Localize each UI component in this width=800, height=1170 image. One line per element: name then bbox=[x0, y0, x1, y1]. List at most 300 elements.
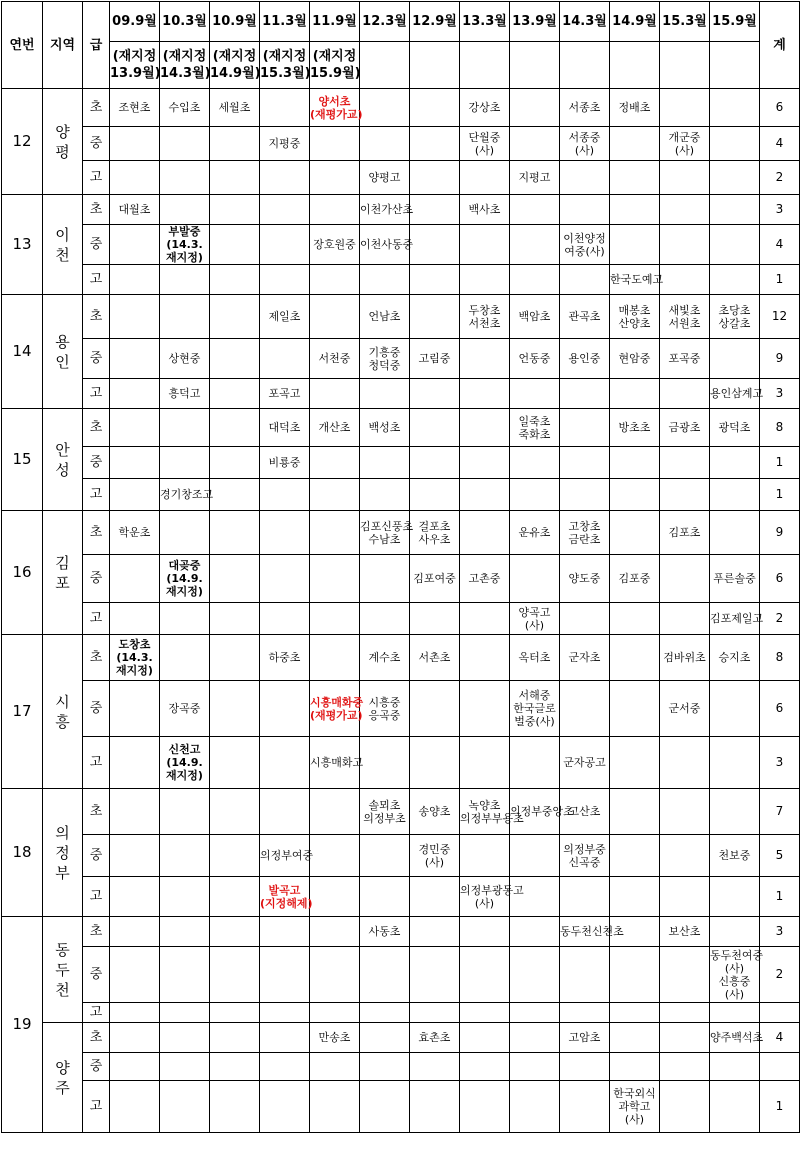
school-cell: 고촌중 bbox=[460, 555, 510, 603]
school-cell bbox=[160, 409, 210, 447]
school-cell bbox=[660, 1081, 710, 1133]
school-cell bbox=[610, 1023, 660, 1053]
school-cell: 언동중 bbox=[510, 339, 560, 379]
school-cell: 의정부광동고 (사) bbox=[460, 877, 510, 917]
school-cell: 두창초 서천초 bbox=[460, 295, 510, 339]
table-row bbox=[2, 789, 800, 835]
school-cell bbox=[210, 681, 260, 737]
school-cell bbox=[210, 339, 260, 379]
school-cell: 한국도예고 bbox=[610, 265, 660, 295]
school-cell: 장호원중 bbox=[310, 225, 360, 265]
header-redesignation bbox=[660, 42, 710, 89]
school-cell: 금광초 bbox=[660, 409, 710, 447]
school-cell bbox=[510, 447, 560, 479]
school-cell bbox=[460, 1003, 510, 1023]
school-cell bbox=[260, 89, 310, 127]
school-cell: 매봉초 산양초 bbox=[610, 295, 660, 339]
school-cell bbox=[260, 1081, 310, 1133]
school-cell bbox=[360, 379, 410, 409]
school-cell: 김포여중 bbox=[410, 555, 460, 603]
seq-cell: 18 bbox=[2, 789, 43, 917]
school-cell bbox=[110, 161, 160, 195]
school-cell bbox=[560, 603, 610, 635]
level-cell: 초 bbox=[83, 89, 110, 127]
header-period: 14.9월 bbox=[610, 2, 660, 42]
header-redesignation: (재지정 14.3월) bbox=[160, 42, 210, 89]
school-cell: 만송초 bbox=[310, 1023, 360, 1053]
school-cell bbox=[110, 737, 160, 789]
school-cell bbox=[510, 127, 560, 161]
school-cell: 양서초 (재평가교) bbox=[310, 89, 360, 127]
school-cell bbox=[610, 1053, 660, 1081]
school-cell: 정배초 bbox=[610, 89, 660, 127]
level-cell: 초 bbox=[83, 409, 110, 447]
seq-cell: 12 bbox=[2, 89, 43, 195]
school-cell bbox=[360, 877, 410, 917]
school-cell bbox=[210, 947, 260, 1003]
school-cell bbox=[410, 1003, 460, 1023]
header-period: 13.9월 bbox=[510, 2, 560, 42]
school-cell bbox=[710, 877, 760, 917]
level-cell: 초 bbox=[83, 295, 110, 339]
school-cell: 솔뫼초 의정부초 bbox=[360, 789, 410, 835]
school-cell bbox=[560, 1053, 610, 1081]
school-cell bbox=[110, 225, 160, 265]
school-cell: 일죽초 죽화초 bbox=[510, 409, 560, 447]
school-cell: 포곡중 bbox=[660, 339, 710, 379]
region-cell: 용 인 bbox=[43, 295, 83, 409]
school-cell: 서해중 한국글로 벌중(사) bbox=[510, 681, 560, 737]
school-cell bbox=[460, 681, 510, 737]
school-cell bbox=[110, 295, 160, 339]
school-cell bbox=[210, 737, 260, 789]
school-cell bbox=[460, 917, 510, 947]
school-cell bbox=[410, 447, 460, 479]
level-cell: 고 bbox=[83, 737, 110, 789]
school-cell bbox=[110, 409, 160, 447]
region-cell: 동 두 천 bbox=[43, 917, 83, 1023]
school-cell bbox=[710, 89, 760, 127]
header-period: 10.3월 bbox=[160, 2, 210, 42]
school-cell bbox=[460, 479, 510, 511]
school-cell bbox=[560, 265, 610, 295]
school-cell bbox=[410, 947, 460, 1003]
school-cell bbox=[410, 1053, 460, 1081]
school-cell: 서촌초 bbox=[410, 635, 460, 681]
seq-cell: 14 bbox=[2, 295, 43, 409]
school-cell bbox=[460, 603, 510, 635]
school-cell: 도창초 (14.3. 재지정) bbox=[110, 635, 160, 681]
school-cell: 양주백석초 bbox=[710, 1023, 760, 1053]
school-cell bbox=[410, 195, 460, 225]
school-cell bbox=[710, 681, 760, 737]
school-cell bbox=[160, 877, 210, 917]
school-cell bbox=[660, 877, 710, 917]
table-row bbox=[2, 511, 800, 555]
school-cell bbox=[460, 947, 510, 1003]
total-cell: 5 bbox=[760, 835, 800, 877]
school-cell bbox=[660, 479, 710, 511]
school-cell: 부발중 (14.3. 재지정) bbox=[160, 225, 210, 265]
school-cell bbox=[260, 555, 310, 603]
school-cell bbox=[610, 511, 660, 555]
school-cell bbox=[260, 511, 310, 555]
school-cell bbox=[360, 835, 410, 877]
school-cell: 백성초 bbox=[360, 409, 410, 447]
total-cell: 9 bbox=[760, 339, 800, 379]
school-cell bbox=[260, 681, 310, 737]
school-cell: 양평고 bbox=[360, 161, 410, 195]
school-cell bbox=[710, 127, 760, 161]
school-cell bbox=[660, 447, 710, 479]
school-cell bbox=[260, 737, 310, 789]
school-cell bbox=[160, 265, 210, 295]
school-cell bbox=[160, 447, 210, 479]
school-cell bbox=[210, 127, 260, 161]
level-cell: 중 bbox=[83, 127, 110, 161]
school-cell bbox=[710, 339, 760, 379]
level-cell: 중 bbox=[83, 681, 110, 737]
school-cell bbox=[110, 555, 160, 603]
school-cell bbox=[160, 635, 210, 681]
seq-cell: 17 bbox=[2, 635, 43, 789]
school-cell bbox=[710, 917, 760, 947]
school-cell bbox=[110, 379, 160, 409]
school-cell bbox=[160, 1023, 210, 1053]
school-cell bbox=[210, 555, 260, 603]
school-cell bbox=[510, 835, 560, 877]
header-total: 계 bbox=[760, 2, 800, 89]
school-cell: 신천고 (14.9. 재지정) bbox=[160, 737, 210, 789]
school-cell bbox=[610, 603, 660, 635]
school-cell bbox=[660, 947, 710, 1003]
school-cell bbox=[660, 789, 710, 835]
school-cell: 푸른솔중 bbox=[710, 555, 760, 603]
school-cell: 군자공고 bbox=[560, 737, 610, 789]
school-cell bbox=[210, 161, 260, 195]
school-cell bbox=[310, 603, 360, 635]
school-cell bbox=[360, 1003, 410, 1023]
school-cell: 광덕초 bbox=[710, 409, 760, 447]
school-cell bbox=[410, 225, 460, 265]
table-row bbox=[2, 1023, 800, 1053]
school-cell bbox=[560, 409, 610, 447]
school-cell: 동두천신천초 bbox=[560, 917, 610, 947]
total-cell: 2 bbox=[760, 603, 800, 635]
school-cell bbox=[110, 1003, 160, 1023]
school-cell bbox=[310, 917, 360, 947]
school-cell bbox=[360, 947, 410, 1003]
school-cell: 서종초 bbox=[560, 89, 610, 127]
school-cell bbox=[410, 265, 460, 295]
school-cell bbox=[510, 1023, 560, 1053]
table-row bbox=[2, 917, 800, 947]
school-cell bbox=[360, 479, 410, 511]
table-header bbox=[2, 2, 800, 89]
level-cell: 초 bbox=[83, 917, 110, 947]
total-cell: 1 bbox=[760, 265, 800, 295]
table-row bbox=[2, 479, 800, 511]
table-row bbox=[2, 737, 800, 789]
school-cell bbox=[510, 555, 560, 603]
school-cell bbox=[660, 835, 710, 877]
total-cell: 4 bbox=[760, 225, 800, 265]
header-redesignation bbox=[610, 42, 660, 89]
school-cell bbox=[560, 1081, 610, 1133]
table-row bbox=[2, 877, 800, 917]
school-cell: 이천사동중 bbox=[360, 225, 410, 265]
school-cell bbox=[610, 195, 660, 225]
school-cell bbox=[310, 127, 360, 161]
school-cell bbox=[210, 877, 260, 917]
school-cell: 운유초 bbox=[510, 511, 560, 555]
school-cell: 지평고 bbox=[510, 161, 560, 195]
school-cell bbox=[210, 1003, 260, 1023]
table-row bbox=[2, 555, 800, 603]
school-cell bbox=[460, 265, 510, 295]
school-cell bbox=[210, 603, 260, 635]
school-cell bbox=[460, 635, 510, 681]
school-cell bbox=[610, 681, 660, 737]
school-cell bbox=[210, 635, 260, 681]
school-cell: 비룡중 bbox=[260, 447, 310, 479]
school-cell: 세월초 bbox=[210, 89, 260, 127]
school-cell bbox=[160, 295, 210, 339]
table-row bbox=[2, 947, 800, 1003]
school-cell: 서천중 bbox=[310, 339, 360, 379]
school-cell bbox=[260, 161, 310, 195]
school-cell bbox=[310, 379, 360, 409]
level-cell: 중 bbox=[83, 447, 110, 479]
school-cell bbox=[410, 877, 460, 917]
school-cell bbox=[260, 195, 310, 225]
school-cell bbox=[510, 947, 560, 1003]
header-period: 15.3월 bbox=[660, 2, 710, 42]
school-cell bbox=[260, 265, 310, 295]
header-redesignation bbox=[510, 42, 560, 89]
total-cell bbox=[760, 1053, 800, 1081]
school-cell bbox=[510, 1081, 560, 1133]
school-cell bbox=[310, 479, 360, 511]
school-cell bbox=[410, 1081, 460, 1133]
level-cell: 초 bbox=[83, 635, 110, 681]
school-cell bbox=[710, 1053, 760, 1081]
school-cell bbox=[110, 1023, 160, 1053]
school-cell: 개군중(사) bbox=[660, 127, 710, 161]
school-cell bbox=[660, 1003, 710, 1023]
school-cell bbox=[110, 681, 160, 737]
school-cell: 초당초 상갈초 bbox=[710, 295, 760, 339]
school-cell bbox=[160, 127, 210, 161]
header-redesignation bbox=[560, 42, 610, 89]
header-seq: 연번 bbox=[2, 2, 43, 89]
school-cell: 검바위초 bbox=[660, 635, 710, 681]
school-cell: 방초초 bbox=[610, 409, 660, 447]
school-cell: 한국외식 과학고(사) bbox=[610, 1081, 660, 1133]
school-cell bbox=[260, 603, 310, 635]
school-cell: 서종중(사) bbox=[560, 127, 610, 161]
level-cell: 중 bbox=[83, 947, 110, 1003]
school-cell bbox=[260, 917, 310, 947]
school-cell bbox=[610, 835, 660, 877]
school-cell: 대덕초 bbox=[260, 409, 310, 447]
header-redesignation bbox=[410, 42, 460, 89]
school-cell bbox=[310, 789, 360, 835]
school-cell bbox=[110, 835, 160, 877]
school-cell bbox=[210, 835, 260, 877]
school-cell: 시흥중 응곡중 bbox=[360, 681, 410, 737]
school-cell bbox=[160, 511, 210, 555]
school-cell bbox=[660, 195, 710, 225]
total-cell: 3 bbox=[760, 917, 800, 947]
school-cell bbox=[260, 789, 310, 835]
school-cell: 흥덕고 bbox=[160, 379, 210, 409]
school-cell bbox=[310, 511, 360, 555]
school-cell bbox=[410, 161, 460, 195]
table-row bbox=[2, 225, 800, 265]
total-cell: 2 bbox=[760, 947, 800, 1003]
school-cell bbox=[160, 161, 210, 195]
school-cell bbox=[310, 1081, 360, 1133]
school-cell bbox=[460, 737, 510, 789]
school-cell bbox=[610, 479, 660, 511]
school-cell bbox=[460, 161, 510, 195]
school-cell bbox=[160, 917, 210, 947]
school-cell bbox=[710, 447, 760, 479]
school-cell: 보산초 bbox=[660, 917, 710, 947]
school-cell bbox=[560, 379, 610, 409]
header-redesignation: (재지정 13.9월) bbox=[110, 42, 160, 89]
school-cell: 용인삼계고 bbox=[710, 379, 760, 409]
school-cell bbox=[310, 877, 360, 917]
school-cell bbox=[360, 737, 410, 789]
region-cell: 이 천 bbox=[43, 195, 83, 295]
school-cell bbox=[160, 1003, 210, 1023]
header-redesignation bbox=[460, 42, 510, 89]
school-cell bbox=[710, 1003, 760, 1023]
total-cell: 3 bbox=[760, 737, 800, 789]
school-cell: 군자초 bbox=[560, 635, 610, 681]
school-cell bbox=[510, 89, 560, 127]
school-cell bbox=[610, 789, 660, 835]
school-cell: 김포중 bbox=[610, 555, 660, 603]
total-cell: 3 bbox=[760, 379, 800, 409]
school-cell bbox=[610, 877, 660, 917]
school-cell bbox=[110, 917, 160, 947]
school-cell bbox=[210, 1081, 260, 1133]
school-cell bbox=[160, 835, 210, 877]
level-cell: 고 bbox=[83, 479, 110, 511]
school-cell: 제일초 bbox=[260, 295, 310, 339]
school-cell bbox=[210, 195, 260, 225]
school-cell bbox=[210, 1023, 260, 1053]
total-cell: 12 bbox=[760, 295, 800, 339]
level-cell: 초 bbox=[83, 511, 110, 555]
seq-cell: 13 bbox=[2, 195, 43, 295]
table-row bbox=[2, 603, 800, 635]
school-cell bbox=[510, 379, 560, 409]
region-cell: 의 정 부 bbox=[43, 789, 83, 917]
school-cell bbox=[310, 947, 360, 1003]
school-cell bbox=[510, 225, 560, 265]
school-cell bbox=[710, 195, 760, 225]
school-cell bbox=[560, 195, 610, 225]
school-cell bbox=[360, 1023, 410, 1053]
header-redesignation: (재지정 14.9월) bbox=[210, 42, 260, 89]
table-row bbox=[2, 835, 800, 877]
total-cell: 2 bbox=[760, 161, 800, 195]
level-cell: 고 bbox=[83, 877, 110, 917]
school-cell bbox=[460, 379, 510, 409]
school-cell: 천보중 bbox=[710, 835, 760, 877]
school-cell: 승지초 bbox=[710, 635, 760, 681]
school-cell bbox=[310, 161, 360, 195]
school-cell bbox=[710, 789, 760, 835]
seq-cell: 16 bbox=[2, 511, 43, 635]
school-cell bbox=[260, 339, 310, 379]
header-period: 14.3월 bbox=[560, 2, 610, 42]
school-cell bbox=[160, 947, 210, 1003]
school-cell bbox=[110, 127, 160, 161]
school-cell bbox=[610, 127, 660, 161]
table-body bbox=[2, 89, 800, 1133]
table-row bbox=[2, 195, 800, 225]
header-period: 12.3월 bbox=[360, 2, 410, 42]
school-cell bbox=[660, 1053, 710, 1081]
school-cell bbox=[210, 447, 260, 479]
region-cell: 양 주 bbox=[43, 1023, 83, 1133]
header-region: 지역 bbox=[43, 2, 83, 89]
school-cell bbox=[460, 1053, 510, 1081]
school-cell: 백사초 bbox=[460, 195, 510, 225]
school-cell: 수입초 bbox=[160, 89, 210, 127]
total-cell bbox=[760, 1003, 800, 1023]
school-cell bbox=[610, 1003, 660, 1023]
level-cell: 중 bbox=[83, 339, 110, 379]
school-cell: 대곶중 (14.9. 재지정) bbox=[160, 555, 210, 603]
header-redesignation bbox=[710, 42, 760, 89]
school-cell bbox=[110, 265, 160, 295]
table-row bbox=[2, 447, 800, 479]
school-cell: 계수초 bbox=[360, 635, 410, 681]
header-period: 10.9월 bbox=[210, 2, 260, 42]
school-cell bbox=[210, 225, 260, 265]
table-row bbox=[2, 265, 800, 295]
school-cell bbox=[660, 265, 710, 295]
school-cell: 양곡고(사) bbox=[510, 603, 560, 635]
total-cell: 8 bbox=[760, 635, 800, 681]
school-cell bbox=[510, 1053, 560, 1081]
school-cell: 동두천여중(사) 신흥중(사) bbox=[710, 948, 764, 1001]
total-cell: 4 bbox=[760, 127, 800, 161]
school-cell: 고림중 bbox=[410, 339, 460, 379]
school-cell bbox=[610, 635, 660, 681]
school-cell bbox=[560, 681, 610, 737]
school-cell bbox=[410, 479, 460, 511]
table-row bbox=[2, 635, 800, 681]
school-cell bbox=[360, 447, 410, 479]
header-period: 09.9월 bbox=[110, 2, 160, 42]
school-cell bbox=[360, 127, 410, 161]
total-cell: 6 bbox=[760, 89, 800, 127]
school-cell bbox=[660, 225, 710, 265]
school-cell bbox=[160, 789, 210, 835]
school-cell bbox=[310, 265, 360, 295]
school-cell: 송양초 bbox=[410, 789, 460, 835]
school-cell bbox=[210, 511, 260, 555]
school-cell: 포곡고 bbox=[260, 379, 310, 409]
school-cell: 언남초 bbox=[360, 295, 410, 339]
